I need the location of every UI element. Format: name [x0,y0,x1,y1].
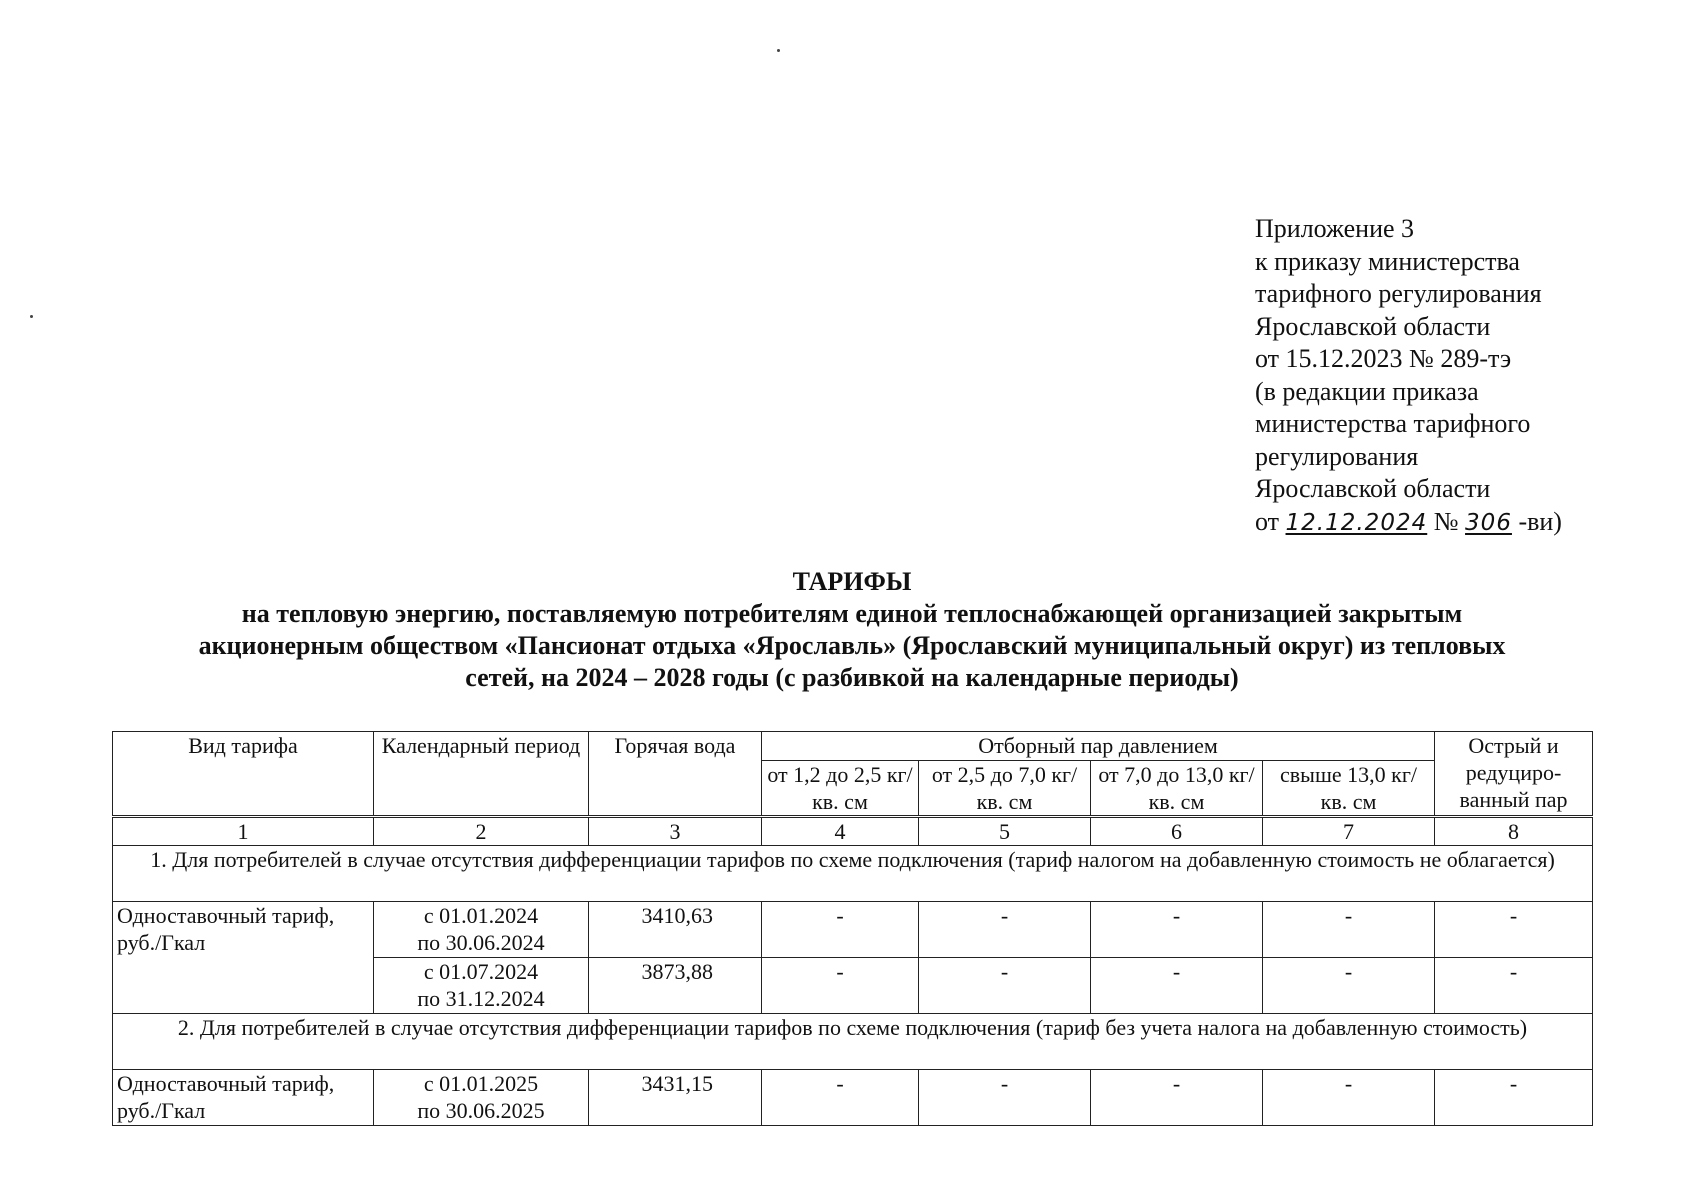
steam-4-cell: - [1263,958,1435,1014]
period-cell [374,958,589,1014]
steam-4-cell: - [1263,902,1435,958]
title-heading: ТАРИФЫ [792,567,912,596]
header-steam-2: от 2,5 до 7,0 кг/ кв. см [919,761,1091,817]
appendix-line: к приказу министерства [1255,246,1520,276]
hot-water-cell: 3873,88 [589,958,762,1014]
table-row [113,1070,1593,1126]
appendix-last-line [1255,506,1655,540]
section-title-row [113,1014,1593,1070]
appendix-line: тарифного регулирования [1255,279,1542,308]
period-to: по 30.06.2025 [417,1098,545,1123]
steam-4-cell: - [1263,1070,1435,1126]
section-title-row [113,846,1593,902]
header-steam-group: Отборный пар давлением [762,732,1435,761]
steam-2-cell: - [919,958,1091,1014]
header-steam-3: от 7,0 до 13,0 кг/ кв. см [1091,761,1263,817]
number-sign: № [1433,506,1459,536]
header-tariff-type: Вид тарифа [113,732,374,817]
live-steam-cell: - [1435,1070,1593,1126]
steam-1-cell: - [762,958,919,1014]
column-number: 2 [374,817,589,846]
column-numbers-row [113,817,1593,846]
period-from: с 01.07.2024 [423,959,539,984]
steam-3-cell: - [1091,1070,1263,1126]
column-number: 1 [113,817,374,846]
header-hot-water: Горячая вода [589,732,762,817]
hot-water-cell: 3410,63 [589,902,762,958]
document-title [112,566,1592,694]
tariff-type-cell: Одноставочный тариф, руб./Гкал [113,1070,374,1126]
appendix-line: (в редакции приказа [1255,376,1479,406]
steam-3-cell: - [1091,958,1263,1014]
column-number: 5 [919,817,1091,846]
column-number: 3 [589,817,762,846]
appendix-last-prefix: от [1255,506,1280,536]
steam-2-cell: - [919,902,1091,958]
title-line: на тепловую энергию, поставляемую потребителям единой теплоснабжающей организацией закрытым [241,599,1463,628]
period-cell [374,902,589,958]
column-number: 6 [1091,817,1263,846]
header-steam-4: свыше 13,0 кг/ кв. см [1263,761,1435,817]
column-number: 8 [1435,817,1593,846]
period-cell [374,1070,589,1126]
steam-1-cell: - [762,902,919,958]
period-from: с 01.01.2024 [423,903,539,928]
period-to: по 31.12.2024 [417,986,545,1011]
header-row [113,732,1593,761]
appendix-line: от 15.12.2023 № 289-тэ [1255,344,1512,373]
handwritten-number: 306 [1465,509,1512,536]
column-number: 4 [762,817,919,846]
tariff-type-cell: Одноставочный тариф, руб./Гкал [113,902,374,1014]
header-period: Календарный период [374,732,589,817]
table-row [113,902,1593,958]
steam-1-cell: - [762,1070,919,1126]
period-to: по 30.06.2024 [417,930,545,955]
header-steam-1: от 1,2 до 2,5 кг/ кв. см [762,761,919,817]
scan-speck [777,49,780,52]
steam-2-cell: - [919,1070,1091,1126]
appendix-line: регулирования [1255,441,1419,471]
hot-water-cell: 3431,15 [589,1070,762,1126]
appendix-line: Ярославской области [1255,474,1491,503]
header-live-steam: Острый и редуциро-ванный пар [1435,732,1593,817]
section-title: 1. Для потребителей в случае отсутствия дифференциации тарифов по схеме подключения (тариф налогом на добавленную стоимость не облагается) [113,846,1593,902]
column-number: 7 [1263,817,1435,846]
live-steam-cell: - [1435,958,1593,1014]
appendix-line: Приложение 3 [1255,214,1415,243]
scan-speck [30,315,33,318]
appendix-line: Ярославской области [1255,311,1491,341]
section-title: 2. Для потребителей в случае отсутствия дифференциации тарифов по схеме подключения (тариф без учета налога на добавленную стоимость) [113,1014,1593,1070]
steam-3-cell: - [1091,902,1263,958]
title-line: акционерным обществом «Пансионат отдыха «Ярославль» (Ярославский муниципальный округ) из тепловых [198,631,1506,660]
tariffs-table [112,731,1593,1126]
appendix-note [1255,213,1655,539]
period-from: с 01.01.2025 [423,1071,539,1096]
appendix-line: министерства тарифного [1255,409,1531,438]
title-line: сетей, на 2024 – 2028 годы (с разбивкой на календарные периоды) [465,663,1239,692]
appendix-suffix: -ви) [1518,506,1562,536]
live-steam-cell: - [1435,902,1593,958]
handwritten-date: 12.12.2024 [1285,509,1428,536]
